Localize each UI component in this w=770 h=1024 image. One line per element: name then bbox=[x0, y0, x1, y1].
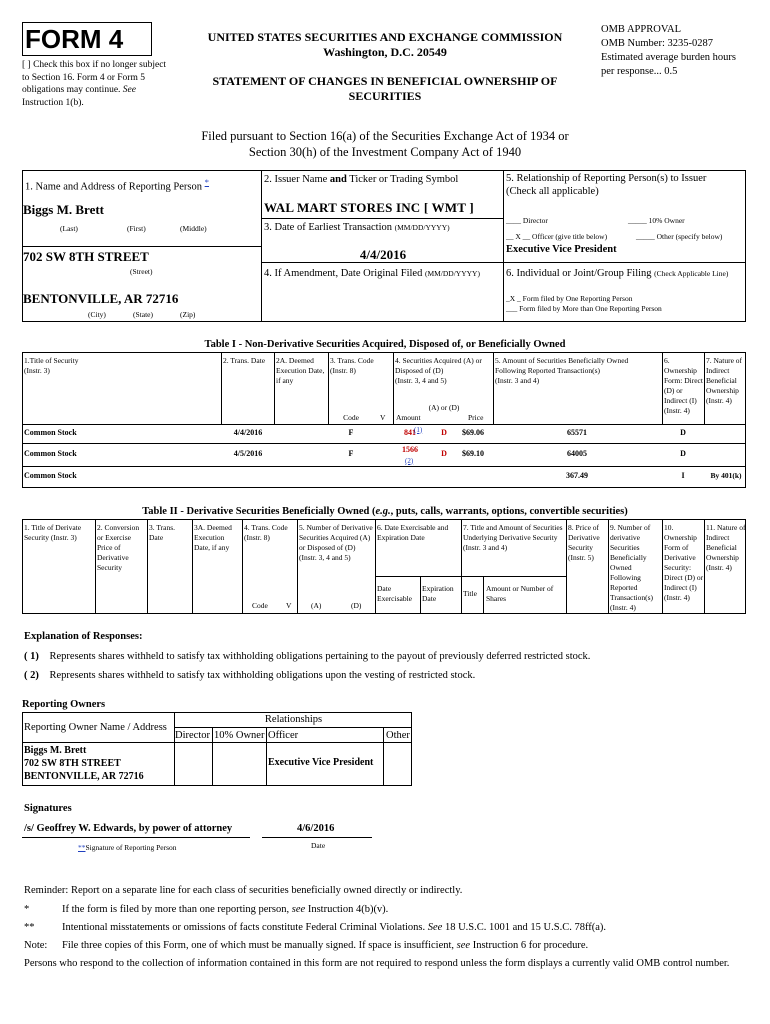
ten-percent-check: _____ 10% Owner bbox=[628, 216, 685, 225]
explanation-heading: Explanation of Responses: bbox=[24, 631, 143, 642]
t2-h2: 2. Conversion or Exercise Price of Derivative Security bbox=[97, 523, 140, 572]
t1-h-sub-price: Price bbox=[468, 413, 484, 422]
t2-h10: 10. Ownership Form of Derivative Security: Direct (D) or Indirect (I) (Instr. 4) bbox=[664, 523, 704, 602]
t2-s-title: Title bbox=[463, 589, 477, 598]
reminder: Reminder: Report on a separate line for each class of securities beneficially owned directly or indirectly. bbox=[24, 885, 463, 896]
omb-control-note: Persons who respond to the collection of information contained in this form are not required to respond unless the form displays a currently valid OMB control number. bbox=[24, 958, 730, 969]
amount: 841 bbox=[404, 427, 416, 437]
ownership-form: D bbox=[680, 427, 686, 437]
box6-label: 6. Individual or Joint/Group Filing (Check Applicable Line) bbox=[506, 268, 729, 279]
amount-owned: 65571 bbox=[567, 427, 587, 437]
amount: 1566 bbox=[402, 445, 418, 454]
transaction-date: 4/5/2016 bbox=[233, 448, 263, 458]
acquired-disposed: D bbox=[441, 427, 447, 437]
middle-label: (Middle) bbox=[180, 224, 207, 233]
t2-h3a: 3A. Deemed Execution Date, if any bbox=[194, 523, 232, 552]
other-check: _____ Other (specify below) bbox=[636, 232, 723, 241]
t2-h1: 1. Title of Derivate Security (Instr. 3) bbox=[24, 523, 82, 542]
owners-heading: Reporting Owners bbox=[22, 699, 106, 710]
t2-h11: 11. Nature of Indirect Beneficial Ownership (Instr. 4) bbox=[706, 523, 746, 572]
ownership-nature: By 401(k) bbox=[710, 471, 742, 480]
owners-col-officer: Officer bbox=[268, 730, 299, 741]
t2-s-v: V bbox=[286, 601, 292, 610]
footnote-star-link[interactable]: * bbox=[204, 177, 210, 187]
signature-date: 4/6/2016 bbox=[297, 823, 335, 834]
t1-h-owned: 5. Amount of Securities Beneficially Owned Following Reported Transaction(s) (Instr. 3 and 4) bbox=[495, 356, 629, 385]
owners-col-director: Director bbox=[175, 730, 210, 741]
reporting-person-name: Biggs M. Brett bbox=[23, 202, 104, 217]
note-double-star: ** Intentional misstatements or omissions of facts constitute Federal Criminal Violations. See 18 U.S.C. 1001 and 15 U.S.C. 78ff(a). bbox=[24, 922, 607, 933]
issuer-name: WAL MART STORES INC [ WMT ] bbox=[264, 200, 474, 215]
box5-label: 5. Relationship of Reporting Person(s) to Issuer (Check all applicable) bbox=[506, 173, 707, 197]
t2-s-exp: Expiration Date bbox=[422, 584, 454, 603]
owners-col-other: Other bbox=[386, 730, 410, 741]
security-title: Common Stock bbox=[24, 448, 77, 458]
t1-h-acquired: 4. Securities Acquired (A) or Disposed of (D) (Instr. 3, 4 and 5) bbox=[395, 356, 482, 385]
checkbox-note: [ ] Check this box if no longer subject to Section 16. Form 4 or Form 5 obligations may continue. See Instruction 1(b). bbox=[22, 60, 167, 108]
t2-h8: 8. Price of Derivative Security (Instr. 5) bbox=[568, 523, 600, 562]
table2-title: Table II - Derivative Securities Beneficially Owned (e.g., puts, calls, warrants, options, convertible securities) bbox=[142, 506, 628, 517]
t1-h-sub-ad: (A) or (D) bbox=[428, 403, 460, 412]
t2-s-d: (D) bbox=[351, 601, 362, 610]
table1-title: Table I - Non-Derivative Securities Acquired, Disposed of, or Beneficially Owned bbox=[204, 339, 566, 350]
officer-check: __ X __ Officer (give title below) bbox=[506, 232, 608, 241]
t2-h9: 9. Number of derivative Securities Beneficially Owned Following Reported Transaction(s) (Instr. 4) bbox=[610, 523, 654, 612]
t2-h5: 5. Number of Derivative Securities Acquired (A) or Disposed of (D) (Instr. 3, 4 and 5) bbox=[299, 523, 373, 562]
earliest-transaction-date: 4/4/2016 bbox=[359, 247, 407, 262]
agency-block bbox=[176, 30, 594, 104]
owners-col-name: Reporting Owner Name / Address bbox=[24, 722, 167, 733]
t1-h-sub-amount: Amount bbox=[396, 413, 421, 422]
t2-s-code: Code bbox=[252, 601, 268, 610]
filing-opt-more: ___ Form filed by More than One Reporting Person bbox=[506, 304, 662, 313]
amount-owned: 367.49 bbox=[566, 471, 588, 480]
t2-h3: 3. Trans. Date bbox=[149, 523, 176, 542]
zip-label: (Zip) bbox=[180, 310, 196, 319]
first-label: (First) bbox=[127, 224, 146, 233]
signer-name: /s/ Geoffrey W. Edwards, by power of attorney bbox=[24, 823, 233, 834]
date-label: Date bbox=[311, 841, 326, 850]
state-label: (State) bbox=[133, 310, 153, 319]
signature-label: **Signature of Reporting Person bbox=[78, 843, 177, 852]
form-title: FORM 4 bbox=[25, 24, 124, 54]
box3-label: 3. Date of Earliest Transaction (MM/DD/YYYY) bbox=[264, 222, 450, 233]
t1-h-sub-code: Code bbox=[343, 413, 359, 422]
acquired-disposed: D bbox=[441, 448, 447, 458]
t1-h-code: 3. Trans. Code (Instr. 8) bbox=[330, 356, 374, 375]
owners-col-ten: 10% Owner bbox=[214, 730, 265, 741]
note-star: * If the form is filed by more than one reporting person, see Instruction 4(b)(v). bbox=[24, 904, 389, 915]
t2-s-a: (A) bbox=[311, 601, 322, 610]
owner-address: Biggs M. Brett 702 SW 8TH STREET BENTONVILLE, AR 72716 bbox=[24, 745, 144, 782]
t1-h-nature: 7. Nature of Indirect Beneficial Ownership (Instr. 4) bbox=[706, 356, 743, 405]
filing-opt-one: _X _ Form filed by One Reporting Person bbox=[506, 294, 633, 303]
box4-label: 4. If Amendment, Date Original Filed (MM/DD/YYYY) bbox=[264, 268, 480, 279]
director-check: ____ Director bbox=[506, 216, 548, 225]
ownership-form: D bbox=[680, 448, 686, 458]
footnote-link[interactable]: (2) bbox=[405, 456, 414, 465]
t1-h-title: 1.Title of Security (Instr. 3) bbox=[24, 356, 79, 375]
t1-h-date: 2. Trans. Date bbox=[223, 356, 266, 365]
transaction-code: F bbox=[348, 448, 354, 458]
filed-pursuant: Filed pursuant to Section 16(a) of the Securities Exchange Act of 1934 or Section 30(h) of the Investment Company Act of 1940 bbox=[201, 129, 569, 159]
transaction-date: 4/4/2016 bbox=[233, 427, 263, 437]
t2-h6: 6. Date Exercisable and Expiration Date bbox=[377, 523, 449, 542]
street-label: (Street) bbox=[130, 267, 153, 276]
agency-name: UNITED STATES SECURITIES AND EXCHANGE COMMISSION bbox=[207, 30, 563, 44]
officer-title: Executive Vice President bbox=[506, 244, 617, 255]
t1-h-deemed: 2A. Deemed Execution Date, if any bbox=[276, 356, 325, 385]
box1-label: 1. Name and Address of Reporting Person * bbox=[25, 177, 210, 193]
sig-footnote-link[interactable]: ** bbox=[78, 843, 86, 852]
amount-owned: 64005 bbox=[567, 448, 587, 458]
t1-h-form: 6. Ownership Form: Direct (D) or Indirect (I) (Instr. 4) bbox=[664, 356, 703, 415]
reporting-city: BENTONVILLE, AR 72716 bbox=[23, 291, 179, 306]
price: $69.06 bbox=[462, 427, 484, 437]
statement-title: STATEMENT OF CHANGES IN BENEFICIAL OWNERSHIP OF SECURITIES bbox=[212, 74, 558, 103]
note-copies: Note: File three copies of this Form, one of which must be manually signed. If space is insufficient, see Instruction 6 for procedure. bbox=[24, 940, 589, 951]
form-title-box bbox=[22, 22, 152, 56]
transaction-code: F bbox=[348, 427, 354, 437]
t2-s-amount: Amount or Number of Shares bbox=[486, 584, 554, 603]
t2-h4: 4. Trans. Code (Instr. 8) bbox=[244, 523, 288, 542]
last-label: (Last) bbox=[60, 224, 78, 233]
explanation-item-1: ( 1) Represents shares withheld to satisfy tax withholding obligations pertaining to the payout of previously deferred restricted stock. bbox=[24, 651, 591, 662]
omb-box: OMB APPROVAL OMB Number: 3235-0287 Estimated average burden hours per response... 0.5 bbox=[601, 24, 736, 77]
agency-location: Washington, D.C. 20549 bbox=[323, 45, 447, 59]
city-label: (City) bbox=[88, 310, 106, 319]
t2-h7: 7. Title and Amount of Securities Underlying Derivative Security (Instr. 3 and 4) bbox=[463, 523, 563, 552]
t1-h-sub-v: V bbox=[380, 413, 386, 422]
security-title: Common Stock bbox=[24, 471, 77, 480]
footnote-link[interactable]: (1) bbox=[414, 425, 423, 434]
explanation-item-2: ( 2) Represents shares withheld to satisfy tax withholding obligations upon the vesting of restricted stock. bbox=[24, 670, 476, 681]
ownership-form: I bbox=[681, 471, 685, 480]
reporting-street: 702 SW 8TH STREET bbox=[23, 249, 149, 264]
security-title: Common Stock bbox=[24, 427, 77, 437]
price: $69.10 bbox=[462, 448, 484, 458]
owners-relationships: Relationships bbox=[264, 714, 323, 725]
box2-label: 2. Issuer Name and Ticker or Trading Symbol bbox=[264, 174, 459, 185]
t2-s-date-ex: Date Exercisable bbox=[377, 584, 412, 603]
signatures-heading: Signatures bbox=[24, 803, 72, 814]
owner-officer-title: Executive Vice President bbox=[268, 757, 374, 768]
